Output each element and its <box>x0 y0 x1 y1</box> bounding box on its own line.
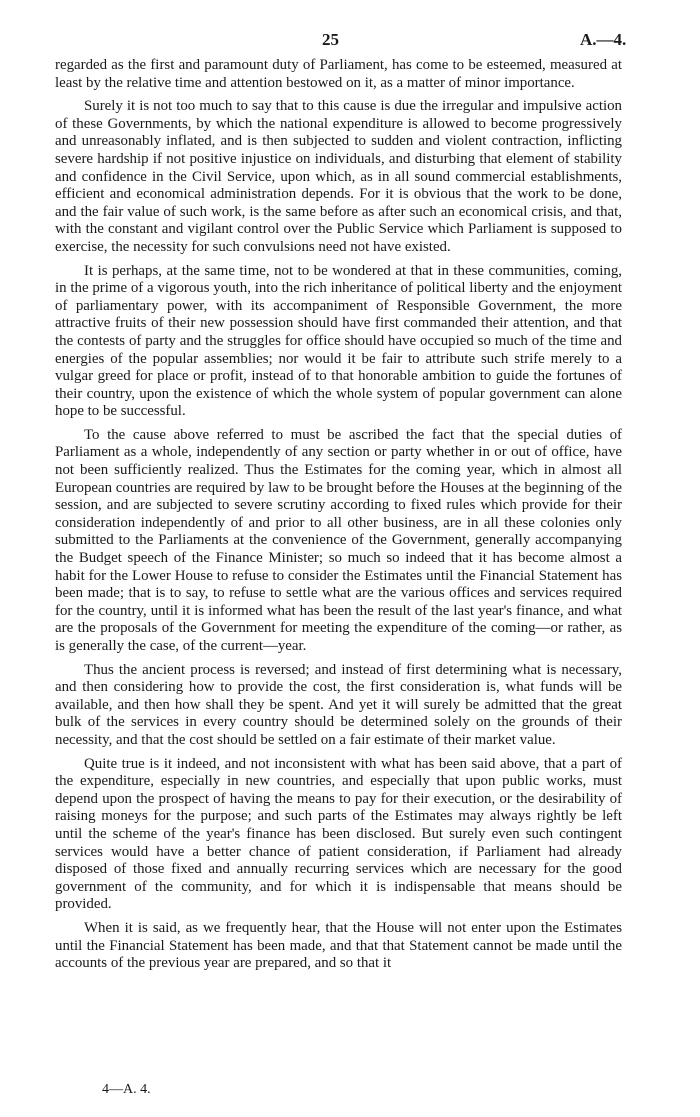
paragraph-1: regarded as the first and paramount duty of Parliament, has come to be esteemed, measured at least by the relative time and attention bestowed on it, as a matter of minor importance. <box>55 57 622 91</box>
paragraph-4: To the cause above referred to must be ascribed the fact that the special duties of Parliament as a whole, independently of any section or party whether in or out of office, have not been sufficiently realized. Thus the Estimates for the coming year, which in almost all European countries are required by law to be brought before the Houses at the beginning of the session, and are subjected to severe scrutiny according to fixed rules which provide for their consideration independently of and prior to all other business, are in all these colonies only submitted to the Parliaments at the convenience of the Government, generally accompanying the Budget speech of the Finance Minister; so much so indeed that it has become almost a habit for the Lower House to refuse to consider the Estimates until the Financial Statement has been made; that is to say, to refuse to settle what are the various offices and services required for the country, until it is informed what has been the result of the last year's finance, and what are the proposals of the Government for meeting the expenditure of the coming—or rather, as is generally the case, of the current—year. <box>55 426 622 654</box>
paragraph-7: When it is said, as we frequently hear, that the House will not enter upon the Estimates until the Financial Statement has been made, and that that Statement cannot be made until the accounts of the previous year are prepared, and so that it <box>55 919 622 972</box>
paragraph-5: Thus the ancient process is reversed; and instead of first determining what is necessary, and then considering how to provide the cost, the first consideration is, what funds will be available, and then how shall they be spent. And yet it will surely be admitted that the great bulk of the services in every country should be determined solely on the grounds of their necessity, and that the cost should be settled on a fair estimate of their market value. <box>55 661 622 748</box>
body-text <box>55 57 622 979</box>
paragraph-3: It is perhaps, at the same time, not to be wondered at that in these communities, coming, in the prime of a vigorous youth, into the rich inheritance of political liberty and the enjoyment of parliamentary power, with its accompaniment of Responsible Government, the more attractive fruits of their new possession should have first commanded their attention, and that the contests of party and the struggles for office should have occupied so much of the time and energies of the popular assemblies; nor would it be fair to attribute such strife merely to a vulgar greed for place or profit, instead of to that honorable ambition to guide the fortunes of their country, upon the existence of which the whole system of popular government can alone hope to be successful. <box>55 262 622 420</box>
page-number: 25 <box>322 30 339 49</box>
paragraph-6: Quite true is it indeed, and not inconsistent with what has been said above, that a part of the expenditure, especially in new countries, and especially that upon public works, must depend upon the prospect of having the means to pay for their execution, or the desirability of raising moneys for the purpose; and such parts of the Estimates may always rightly be left until the scheme of the year's finance has been disclosed. But surely even such contingent services would have a better chance of patient consideration, if Parliament had already disposed of those fixed and annually recurring services which are necessary for the good government of the community, and for which it is indispensable that means should be provided. <box>55 755 622 913</box>
document-reference: A.—4. <box>580 30 627 49</box>
paragraph-2: Surely it is not too much to say that to this cause is due the irregular and impulsive action of these Governments, by which the national expenditure is allowed to become progressively and unreasonably inflated, and is then subjected to sudden and violent contraction, inflicting severe hardship if not positive injustice on individuals, and disturbing that element of stability and confidence in the Civil Service, upon which, as in all sound commercial establishments, efficient and economical administration depends. For it is obvious that the work to be done, and the fair value of such work, is the same before as after such an economical crisis, and that, with the constant and vigilant control over the Public Service which Parliament is supposed to exercise, the necessity for such convulsions need not have existed. <box>55 98 622 255</box>
printer-signature-mark: 4—A. 4. <box>102 1082 151 1097</box>
